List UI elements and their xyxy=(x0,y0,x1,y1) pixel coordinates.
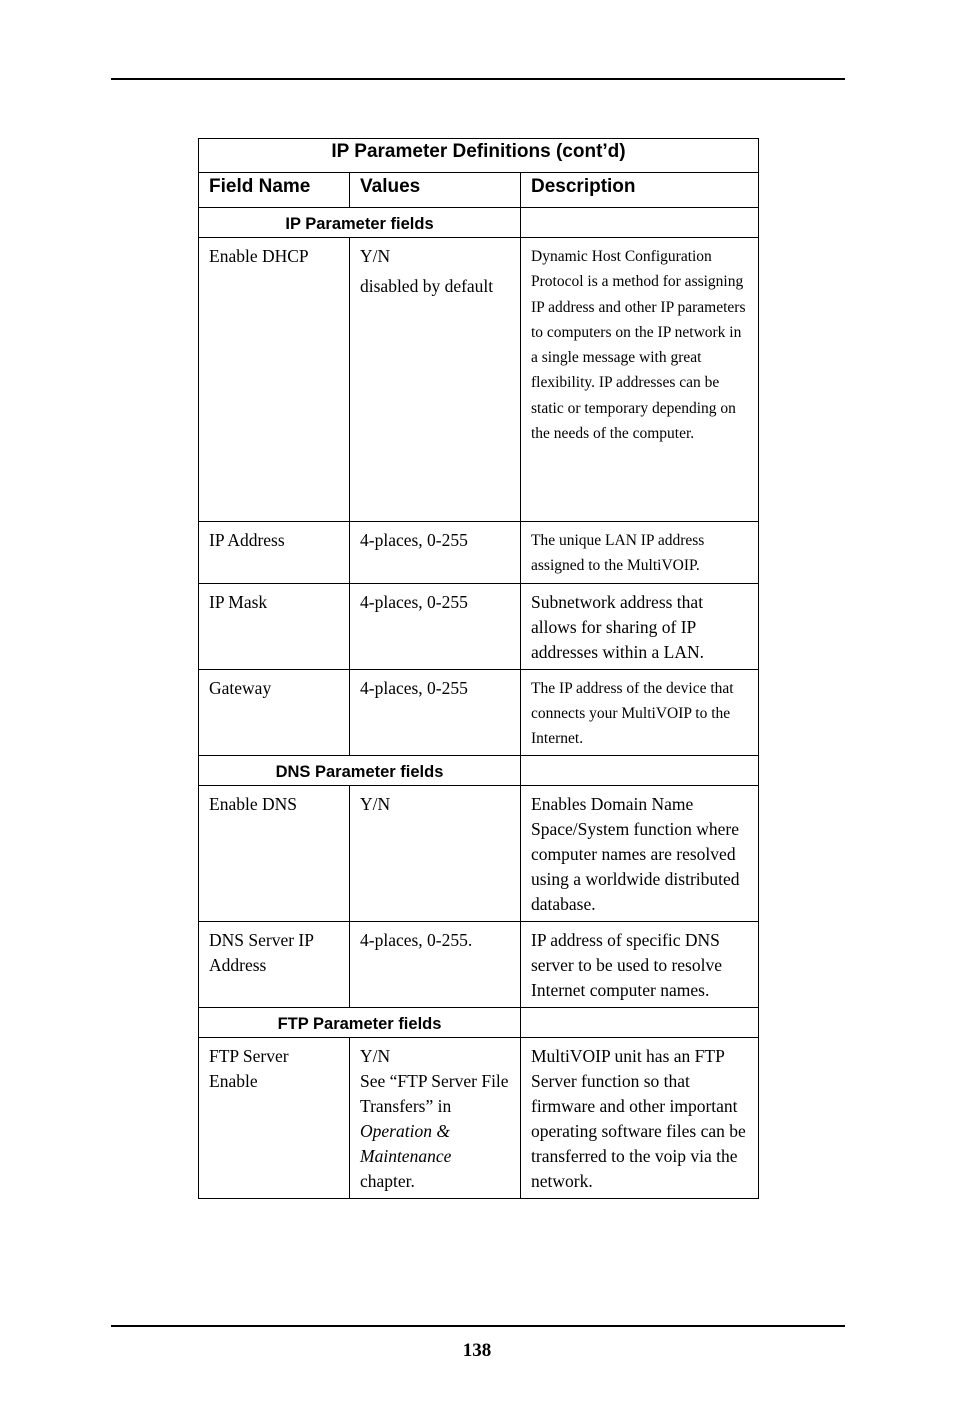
section-title: IP Parameter fields xyxy=(199,208,521,238)
page-number: 138 xyxy=(462,1340,492,1361)
field-name: IP Mask xyxy=(199,583,350,669)
field-description: MultiVOIP unit has an FTP Server function so that firmware and other important operating software files can be transferred to the voip via the network. xyxy=(521,1038,759,1199)
table-row xyxy=(199,669,759,756)
field-values: 4-places, 0-255 xyxy=(350,669,521,756)
field-name: FTP Server Enable xyxy=(199,1038,350,1199)
field-description: Dynamic Host Configuration Protocol is a method for assigning IP address and other IP parameters to computers on the IP network in a single message with great flexibility. IP addresses can be static or temporary depending on the needs of the computer. xyxy=(521,238,759,522)
field-values xyxy=(350,238,521,522)
table-row xyxy=(199,238,759,522)
section-row xyxy=(199,756,759,786)
field-description: The unique LAN IP address assigned to the MultiVOIP. xyxy=(521,522,759,584)
value-text: See “FTP Server File Transfers” in xyxy=(360,1071,509,1117)
field-description: IP address of specific DNS server to be used to resolve Internet computer names. xyxy=(521,922,759,1008)
field-name: DNS Server IP Address xyxy=(199,922,350,1008)
section-empty-cell xyxy=(521,1008,759,1038)
field-values xyxy=(350,1038,521,1199)
field-values: Y/N xyxy=(350,786,521,922)
header-rule xyxy=(111,78,845,80)
field-name: Enable DHCP xyxy=(199,238,350,522)
section-row xyxy=(199,1008,759,1038)
section-empty-cell xyxy=(521,756,759,786)
table-row xyxy=(199,583,759,669)
field-name: Enable DNS xyxy=(199,786,350,922)
column-header-values: Values xyxy=(350,173,521,208)
field-name: Gateway xyxy=(199,669,350,756)
field-description: Enables Domain Name Space/System function where computer names are resolved using a worldwide distributed database. xyxy=(521,786,759,922)
column-header-description: Description xyxy=(521,173,759,208)
ip-parameter-table xyxy=(198,138,759,1199)
table-title-row xyxy=(199,139,759,173)
table-row xyxy=(199,922,759,1008)
table-title: IP Parameter Definitions (cont’d) xyxy=(199,139,759,173)
field-values: 4-places, 0-255. xyxy=(350,922,521,1008)
table-row xyxy=(199,786,759,922)
table-row xyxy=(199,1038,759,1199)
value-text-italic: Operation & Maintenance xyxy=(360,1121,452,1167)
section-row xyxy=(199,208,759,238)
section-title: FTP Parameter fields xyxy=(199,1008,521,1038)
table-header-row xyxy=(199,173,759,208)
field-description: Subnetwork address that allows for sharing of IP addresses within a LAN. xyxy=(521,583,759,669)
value-text: Y/N xyxy=(360,246,391,266)
field-name: IP Address xyxy=(199,522,350,584)
column-header-field-name: Field Name xyxy=(199,173,350,208)
value-text: chapter. xyxy=(360,1171,415,1192)
section-empty-cell xyxy=(521,208,759,238)
section-title: DNS Parameter fields xyxy=(199,756,521,786)
field-values: 4-places, 0-255 xyxy=(350,583,521,669)
field-description: The IP address of the device that connects your MultiVOIP to the Internet. xyxy=(521,669,759,756)
value-text: Y/N xyxy=(360,1046,391,1067)
field-values: 4-places, 0-255 xyxy=(350,522,521,584)
footer-rule xyxy=(111,1325,845,1327)
table-row xyxy=(199,522,759,584)
value-text: disabled by default xyxy=(360,276,494,296)
